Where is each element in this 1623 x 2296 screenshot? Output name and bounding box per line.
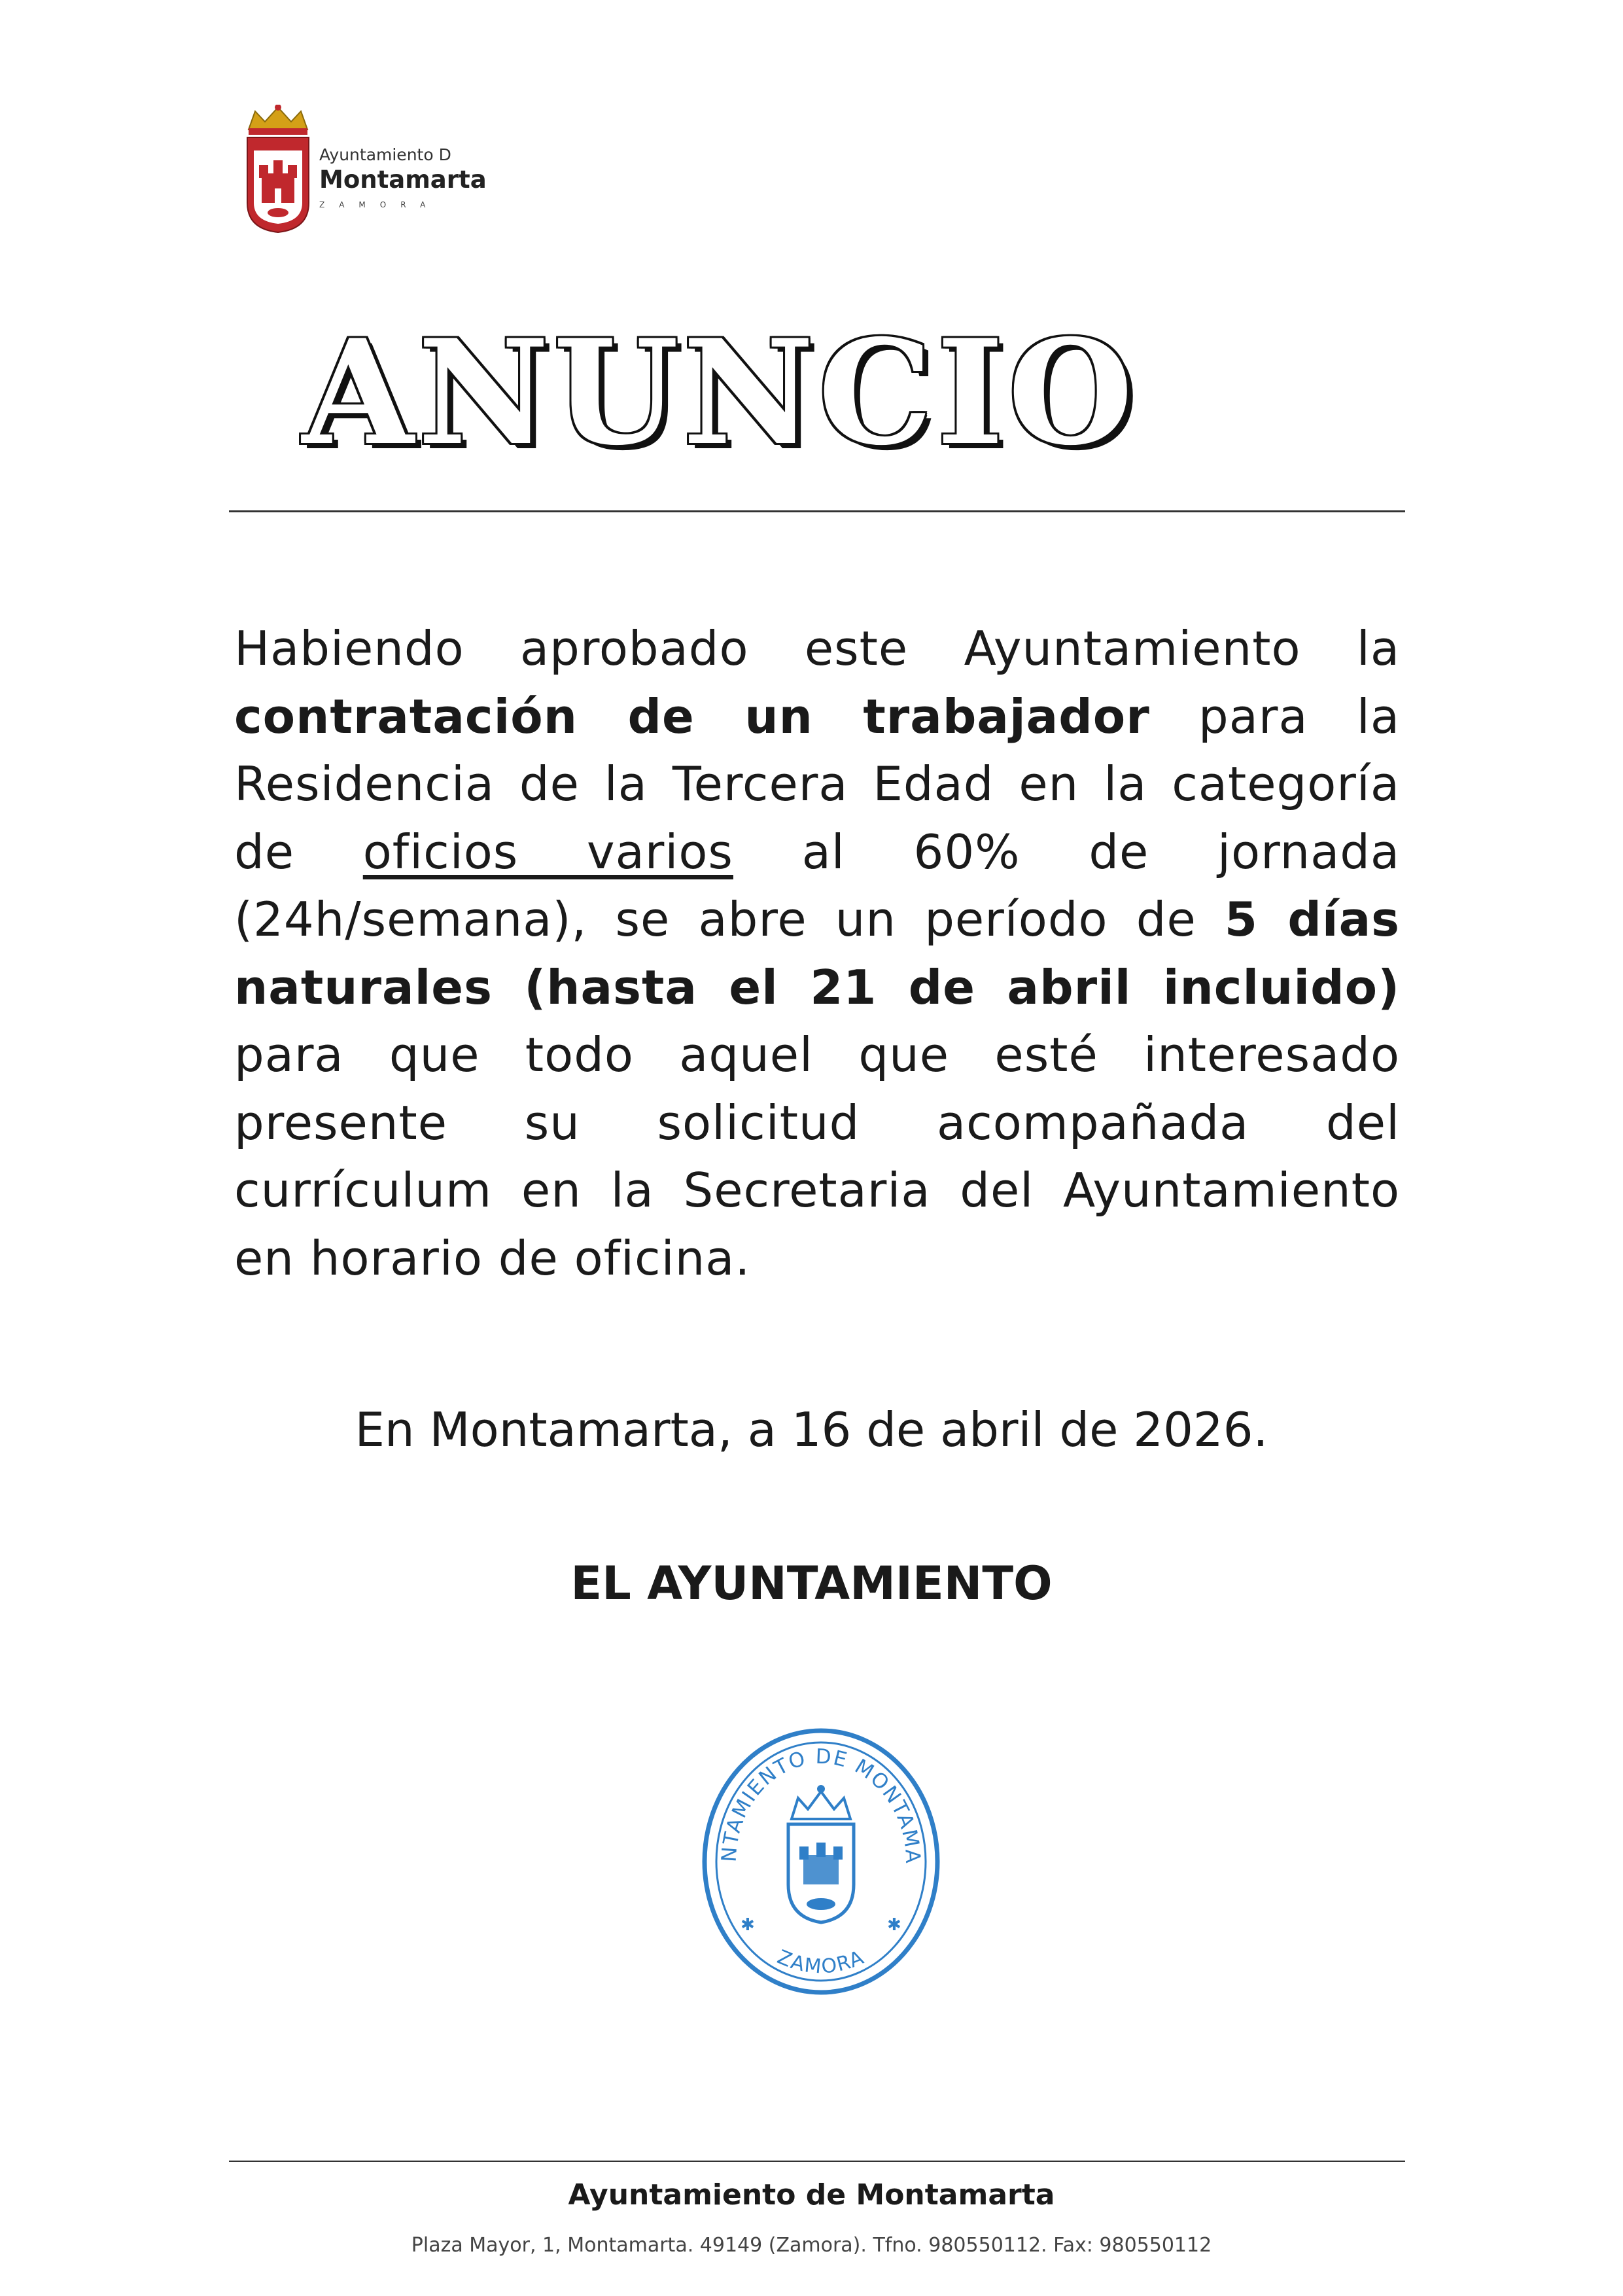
body-bold-2: 5 días naturales (hasta el 21 de abril incluido): [234, 892, 1401, 1015]
footer-address: Plaza Mayor, 1, Montamarta. 49149 (Zamora). Tfno. 980550112. Fax: 980550112: [411, 2234, 1212, 2257]
svg-text:ZAMORA: [774, 1946, 868, 1979]
svg-text:✱: ✱: [741, 1915, 755, 1935]
logo-line-3: ZAMORA: [319, 200, 440, 209]
logo-line-2: Montamarta: [319, 166, 487, 194]
footer-divider: [229, 2161, 1405, 2162]
official-stamp: [700, 1721, 942, 1996]
body-underline-1: oficios varios: [362, 824, 733, 879]
seal-icon: [700, 1721, 942, 1996]
date-line: En Montamarta, a 16 de abril de 2026.: [355, 1402, 1268, 1457]
announcement-body: [234, 615, 1400, 1292]
coat-of-arms-icon: [242, 105, 314, 236]
body-text-3: al 60% de jornada (24h/semana), se abre un período de: [234, 824, 1401, 947]
body-text-2: para la Residencia de la Tercera Edad en la categoría de: [234, 688, 1400, 879]
footer-organization: Ayuntamiento de Montamarta: [568, 2178, 1055, 2212]
body-bold-1: contratación de un trabajador: [234, 688, 1150, 744]
page-title: ANUNCIO: [302, 308, 1138, 477]
signer: EL AYUNTAMIENTO: [570, 1557, 1053, 1610]
svg-text:✱: ✱: [887, 1915, 901, 1935]
title-divider: [229, 510, 1405, 512]
logo-line-1: Ayuntamiento D: [319, 145, 451, 164]
municipal-logo: [242, 105, 487, 236]
stamp-top-text: NTAMIENTO DE MONTAMA: [717, 1744, 925, 1865]
body-text-4: para que todo aquel que esté interesado presente su solicitud acompañada del currículum en la Secretaria del Ayuntamiento en horario de oficina.: [234, 1027, 1400, 1286]
stamp-bottom-text: ZAMORA: [774, 1945, 868, 1979]
body-text-1: Habiendo aprobado este Ayuntamiento la: [234, 621, 1400, 676]
